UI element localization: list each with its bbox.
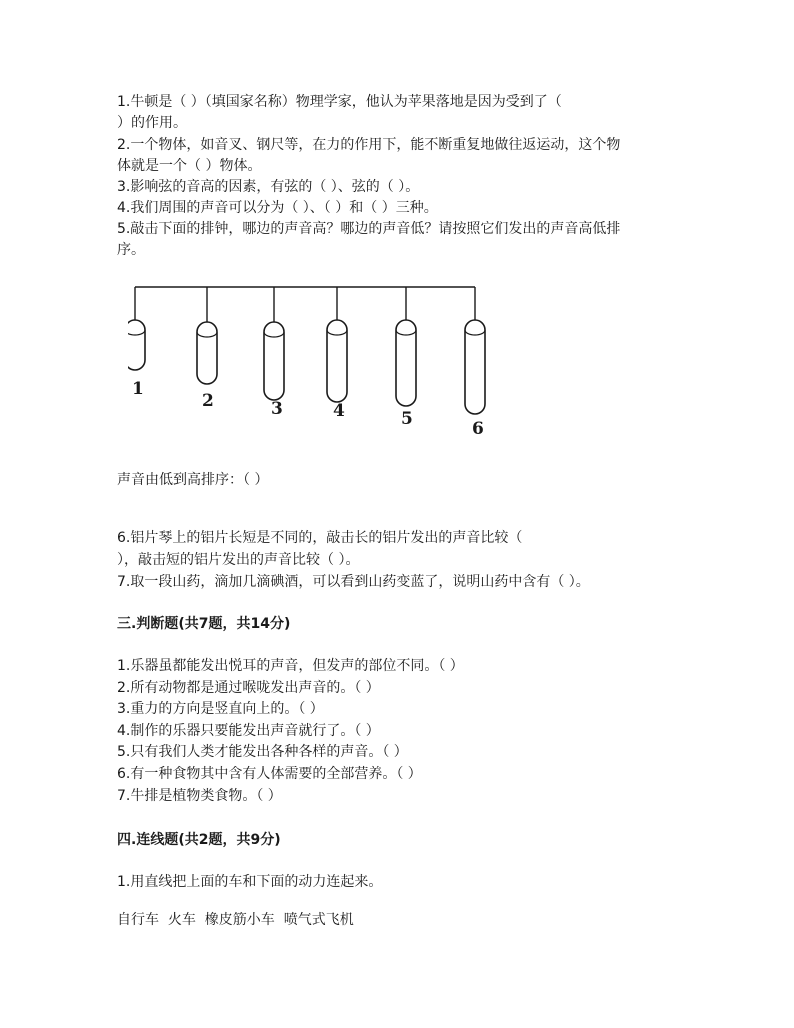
section-3-heading: 三.判断题(共7题，共14分) [117, 616, 291, 632]
question-6-line-2: ），敲击短的铝片发出的声音比较（ ）。 [117, 552, 360, 568]
judgment-item-6: 6.有一种食物其中含有人体需要的全部营养。（ ） [117, 766, 422, 782]
question-5-line-2: 序。 [117, 242, 145, 258]
question-3: 3.影响弦的音高的因素，有弦的（ ）、弦的（ ）。 [117, 179, 420, 195]
chime-bell-1 [128, 320, 145, 370]
judgment-item-1: 1.乐器虽都能发出悦耳的声音，但发声的部位不同。（ ） [117, 658, 464, 674]
chime-bells-diagram [128, 282, 488, 442]
bell-label-1: 1 [132, 379, 144, 399]
matching-question-1: 1.用直线把上面的车和下面的动力连起来。 [117, 874, 383, 890]
bell-label-3: 3 [271, 399, 283, 419]
question-2-line-1: 2.一个物体，如音叉、钢尺等，在力的作用下，能不断重复地做往返运动，这个物 [117, 137, 621, 153]
question-1-line-2: ）的作用。 [117, 115, 187, 131]
judgment-item-3: 3.重力的方向是竖直向上的。（ ） [117, 701, 324, 717]
bell-label-5: 5 [401, 409, 413, 429]
question-5-answer: 声音由低到高排序：（ ） [117, 472, 269, 488]
chime-bell-3 [264, 322, 284, 400]
bell-label-6: 6 [472, 419, 484, 439]
chime-bell-2 [197, 322, 217, 384]
vehicle-options: 自行车 火车 橡皮筋小车 喷气式飞机 [117, 912, 354, 928]
question-2-line-2: 体就是一个（ ）物体。 [117, 158, 262, 174]
section-4-heading: 四.连线题(共2题，共9分) [117, 832, 281, 848]
question-1-line-1: 1.牛顿是（ ）（填国家名称）物理学家，他认为苹果落地是因为受到了（ [117, 94, 562, 110]
judgment-item-7: 7.牛排是植物类食物。（ ） [117, 788, 282, 804]
judgment-item-5: 5.只有我们人类才能发出各种各样的声音。（ ） [117, 744, 408, 760]
bell-label-2: 2 [202, 391, 214, 411]
chime-bell-4 [327, 320, 347, 402]
question-4: 4.我们周围的声音可以分为（ ）、（ ）和（ ）三种。 [117, 200, 438, 216]
bell-label-4: 4 [333, 401, 345, 421]
judgment-item-2: 2.所有动物都是通过喉咙发出声音的。（ ） [117, 680, 380, 696]
judgment-item-4: 4.制作的乐器只要能发出声音就行了。（ ） [117, 723, 380, 739]
question-5-line-1: 5.敲击下面的排钟，哪边的声音高？哪边的声音低？请按照它们发出的声音高低排 [117, 221, 621, 237]
question-7: 7.取一段山药，滴加几滴碘酒，可以看到山药变蓝了，说明山药中含有（ ）。 [117, 574, 590, 590]
question-6-line-1: 6.铝片琴上的铝片长短是不同的，敲击长的铝片发出的声音比较（ [117, 530, 523, 546]
